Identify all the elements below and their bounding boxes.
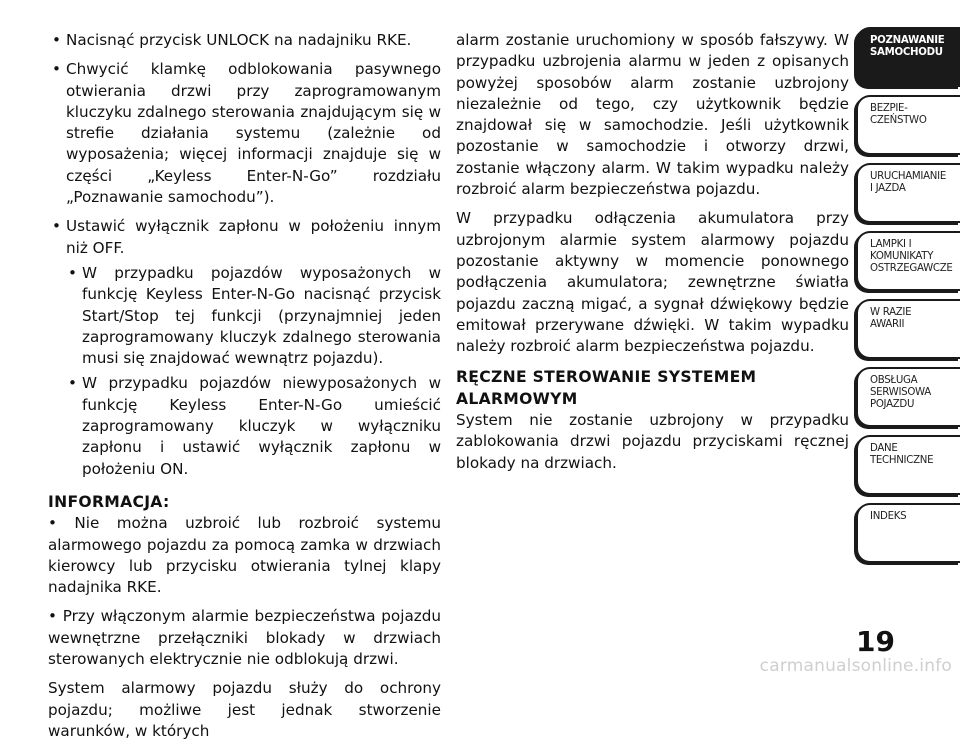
tab-obsluga-serwisowa[interactable] [856,367,960,427]
sub-list-item: • W przypadku pojazdów wyposażonych w funkcję Keyless Enter-N-Go nacisnąć przycisk Start/Stop tej funkcji (przynajmniej jeden zaprogramowany kluczyk zdalnego sterowania musi się znajdować wewnątrz pojazdu). [66,263,441,369]
sub-list-item: • W przypadku pojazdów niewyposażonych w funkcję Keyless Enter-N-Go umieścić zaprogramowany kluczyk w wyłączniku zapłonu i ustawić wyłącznik zapłonu w położeniu ON. [66,373,441,479]
tab-indeks[interactable] [856,503,960,563]
tab-uruchamianie-i-jazda[interactable] [856,163,960,223]
paragraph: alarm zostanie uruchomiony w sposób fałszywy. W przypadku uzbrojenia alarmu w jeden z opisanych powyżej sposobów alarm zostanie uzbrojony niezależnie od tego, czy użytkownik będzie znajdował się w samochodzie. Jeśli użytkownik pozostanie w samochodzie i otworzy drzwi, zostanie włączony alarm. W takim wypadku należy rozbroić alarm bezpieczeństwa pojazdu. [456,31,849,199]
watermark: carmanualsonline.info [759,656,952,676]
tab-label: SAMOCHODU [870,47,943,58]
info-text-1 [48,513,441,598]
tab-label: OSTRZEGAWCZE [870,263,953,274]
left-column [48,30,441,742]
tab-label: I JAZDA [870,183,906,194]
right-column [456,30,849,482]
tab-label: INDEKS [870,511,907,522]
info-heading: INFORMACJA: [48,492,170,511]
tab-label: LAMPKI I [870,239,912,250]
tab-bezpieczenstwo[interactable] [856,95,960,155]
section-heading: RĘCZNE STEROWANIE SYSTEMEM ALARMOWYM [456,368,757,408]
tab-label: POJAZDU [870,399,915,410]
tab-label: SERWISOWA [870,387,931,398]
page-number: 19 [856,625,895,658]
paragraph: System alarmowy pojazdu służy do ochrony pojazdu; możliwe jest jednak stworzenie warunków, w których [48,679,441,740]
info-text-2 [48,606,441,670]
tab-label: BEZPIE- [870,103,908,114]
tab-label: W RAZIE [870,307,912,318]
info-text: • Przy włączonym alarmie bezpieczeństwa pojazdu wewnętrzne przełączniki blokady w drzwiach sterowanych elektrycznie nie odblokują drzwi. [48,607,441,668]
paragraph: System nie zostanie uzbrojony w przypadku zablokowania drzwi pojazdu przyciskami ręcznej blokady na drzwiach. [456,411,849,472]
list-item: • Chwycić klamkę odblokowania pasywnego otwierania drzwi przy zaprogramowanym kluczyku zdalnego sterowania znajdującym się w strefie działania systemu (zależnie od wyposażenia; więcej informacji znajduje się w części „Keyless Enter-N-Go” rozdziału „Poznawanie samochodu”). [48,59,441,208]
list-item: • Ustawić wyłącznik zapłonu w położeniu innym niż OFF. [48,216,441,259]
chapter-tabs [856,27,960,571]
info-text: • Nie można uzbroić lub rozbroić systemu alarmowego pojazdu za pomocą zamka w drzwiach kierowcy lub przycisku otwierania tylnej klapy nadajnika RKE. [48,514,441,596]
tab-label: OBSŁUGA [870,375,918,386]
tab-w-razie-awarii[interactable] [856,299,960,359]
paragraph: W przypadku odłączenia akumulatora przy uzbrojonym alarmie system alarmowy pojazdu pozostanie aktywny w momencie ponownego podłączenia akumulatora; zewnętrzne światła pojazdu zaczną migać, a sygnał dźwiękowy będzie emitował przerywane dźwięki. W takim wypadku należy rozbroić alarm bezpieczeństwa pojazdu. [456,209,849,356]
tab-label: URUCHAMIANIE [870,171,946,182]
tab-label: KOMUNIKATY [870,251,934,262]
tab-lampki-i-komunikaty[interactable] [856,231,960,291]
tab-poznawanie-samochodu[interactable] [856,27,960,87]
list-item: • Nacisnąć przycisk UNLOCK na nadajniku RKE. [48,30,441,51]
tab-label: POZNAWANIE [870,35,945,46]
tab-dane-techniczne[interactable] [856,435,960,495]
tab-label: AWARII [870,319,905,330]
tab-label: DANE [870,443,898,454]
tab-label: CZEŃSTWO [870,115,927,126]
tab-label: TECHNICZNE [870,455,934,466]
